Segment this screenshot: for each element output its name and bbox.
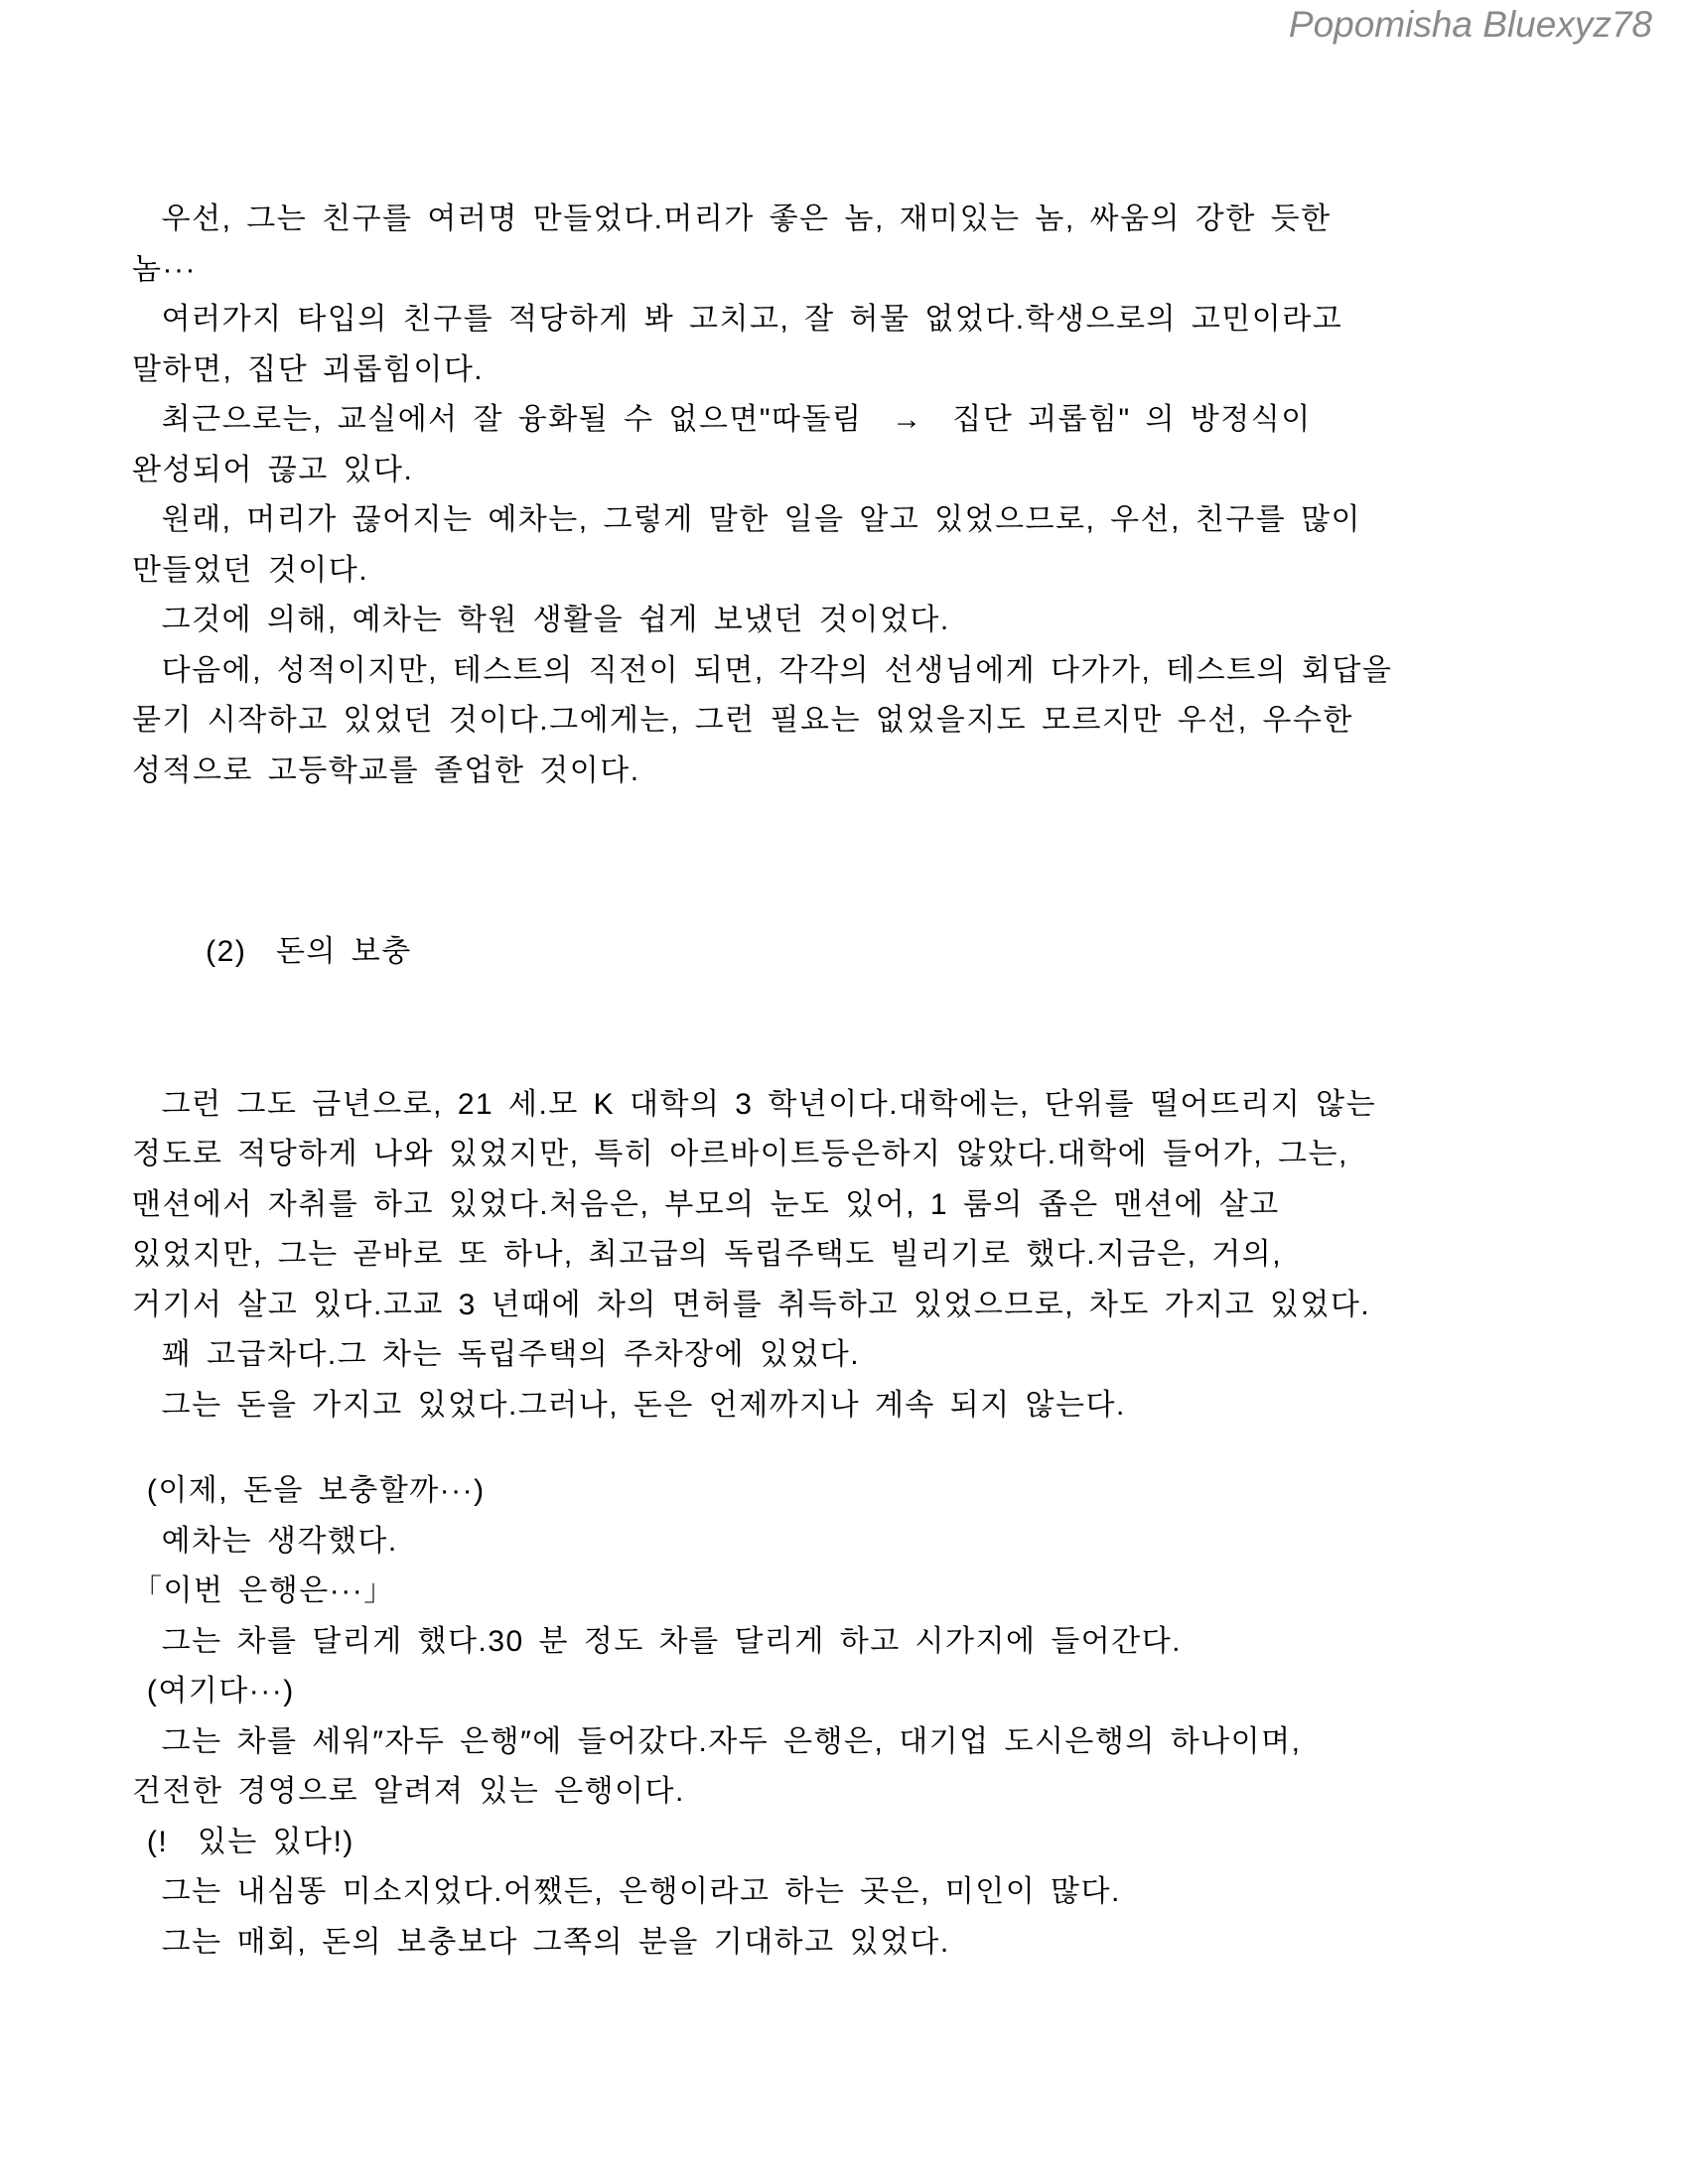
text-line: 여러가지 타입의 친구를 적당하게 봐 고치고, 잘 허물 없었다.학생으로의 고민이라고	[132, 303, 1343, 336]
text-line: (이제, 돈을 보충할까···)	[132, 1474, 486, 1507]
paragraph-block-3	[132, 1466, 1621, 1968]
text-line: 맨션에서 자취를 하고 있었다.처음은, 부모의 눈도 있어, 1 룸의 좁은 맨션에 살고	[132, 1187, 1280, 1221]
text-line: 만들었던 것이다.	[132, 553, 369, 587]
text-line: 말하면, 집단 괴롭힘이다.	[132, 352, 485, 386]
text-line: 원래, 머리가 끊어지는 예차는, 그렇게 말한 일을 알고 있었으므로, 우선, 친구를 많이	[132, 503, 1362, 536]
text-line: (! 있는 있다!)	[132, 1825, 354, 1858]
text-line: 「이번 은행은···」	[132, 1574, 395, 1607]
document-body	[132, 195, 1621, 1968]
text-line: 묻기 시작하고 있었던 것이다.그에게는, 그런 필요는 없었을지도 모르지만 우선, 우수한	[132, 704, 1353, 737]
text-line: 예차는 생각했다.	[132, 1524, 398, 1558]
text-line: 거기서 살고 있다.고교 3 년때에 차의 면허를 취득하고 있었으므로, 차도 가지고 있었다.	[132, 1288, 1371, 1321]
text-line: 꽤 고급차다.그 차는 독립주택의 주차장에 있었다.	[132, 1338, 861, 1371]
text-line: 성적으로 고등학교를 졸업한 것이다.	[132, 753, 640, 787]
watermark-text: Popomisha Bluexyz78	[1288, 4, 1652, 45]
text-line: 그는 차를 세워″자두 은행″에 들어갔다.자두 은행은, 대기업 도시은행의 하나이며,	[132, 1724, 1302, 1758]
section-heading-block	[132, 927, 1621, 978]
text-line: (여기다···)	[132, 1675, 295, 1707]
text-line: 최근으로는, 교실에서 잘 융화될 수 없으면"따돌림 → 집단 괴롭힘" 의 방정식이	[132, 403, 1312, 436]
paragraph-block-1	[132, 195, 1621, 796]
text-line: 그는 매회, 돈의 보충보다 그쪽의 분을 기대하고 있었다.	[132, 1925, 950, 1959]
text-line: 그런 그도 금년으로, 21 세.모 K 대학의 3 학년이다.대학에는, 단위를 떨어뜨리지 않는	[132, 1087, 1377, 1121]
paragraph-block-2	[132, 1080, 1621, 1432]
text-line: 있었지만, 그는 곧바로 또 하나, 최고급의 독립주택도 빌리기로 했다.지금은, 거의,	[132, 1238, 1283, 1271]
text-line: 그는 돈을 가지고 있었다.그러나, 돈은 언제까지나 계속 되지 않는다.	[132, 1388, 1126, 1422]
text-line: 놈···	[132, 252, 197, 286]
section-heading: (2) 돈의 보충	[132, 935, 412, 968]
text-line: 우선, 그는 친구를 여러명 만들었다.머리가 좋은 놈, 재미있는 놈, 싸움의 강한 듯한	[132, 203, 1332, 235]
text-line: 완성되어 끊고 있다.	[132, 453, 414, 486]
text-line: 다음에, 성적이지만, 테스트의 직전이 되면, 각각의 선생님에게 다가가, 테스트의 회답을	[132, 653, 1393, 687]
text-line: 그는 차를 달리게 했다.30 분 정도 차를 달리게 하고 시가지에 들어간다.	[132, 1624, 1183, 1658]
text-line: 건전한 경영으로 알려져 있는 은행이다.	[132, 1775, 685, 1808]
text-line: 정도로 적당하게 나와 있었지만, 특히 아르바이트등은하지 않았다.대학에 들어가, 그는,	[132, 1138, 1348, 1170]
text-line: 그것에 의해, 예차는 학원 생활을 쉽게 보냈던 것이었다.	[132, 604, 950, 636]
text-line: 그는 내심똥 미소지었다.어쨌든, 은행이라고 하는 곳은, 미인이 많다.	[132, 1875, 1121, 1908]
